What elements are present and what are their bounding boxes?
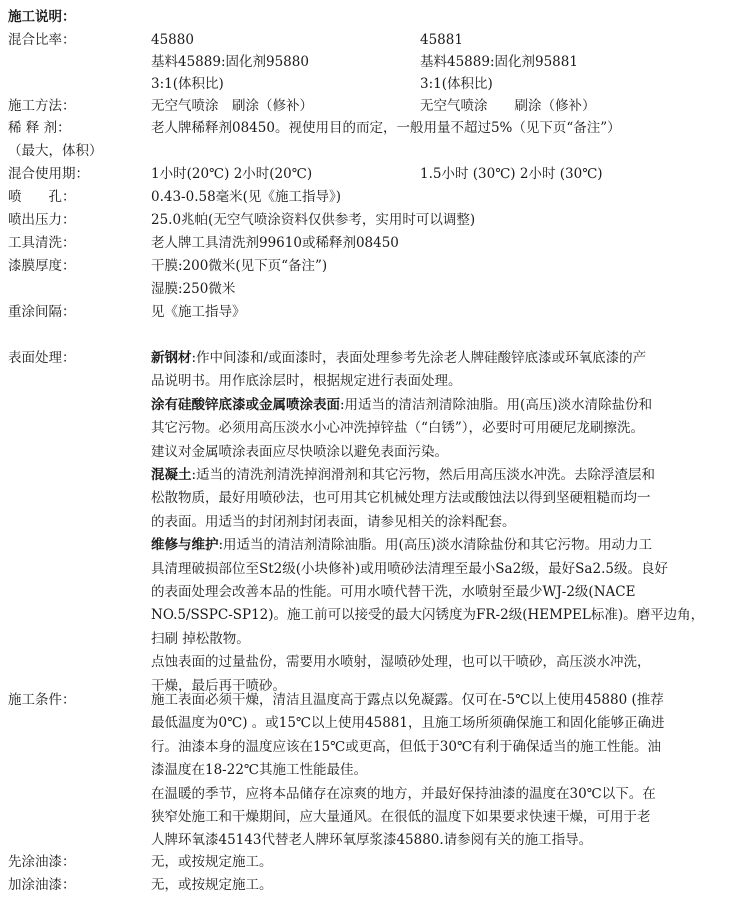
pot-life-45881: 1.5小时 (30℃) 2小时 (30℃) — [420, 166, 603, 182]
concrete-line: 的表面。用适当的封闭剂封闭表面，请参见相关的涂料配套。 — [151, 513, 516, 530]
coated-head: 涂有硅酸锌底漆或金属喷涂表面 — [151, 396, 340, 413]
maintenance-line: :用适当的清洁剂清除油脂。用(高压)淡水清除盐份和其它污物。用动力工 — [218, 537, 653, 554]
thinner-label: 稀 释 剂： — [8, 120, 71, 136]
thinner-label-note: （最大，体积） — [8, 143, 103, 159]
pressure-value: 25.0兆帕(无空气喷涂资料仅供参考，实用时可以调整) — [151, 212, 476, 228]
conditions-line: 在温暖的季节，应将本品储存在凉爽的地方，并最好保持油漆的温度在30℃以下。在 — [151, 785, 656, 802]
pre-coat-value: 无，或按规定施工。 — [151, 854, 273, 870]
maintenance-line: 具清理破损部位至St2级(小块修补)或用喷砂法清理至最小Sa2级，最好Sa2.5级。良好 — [151, 560, 668, 577]
conditions-line: 最低温度为0℃) 。或15℃以上使用45881，且施工场所须确保施工和固化能够正确进 — [151, 715, 665, 732]
surface-maintenance — [151, 534, 723, 698]
method-label: 施工方法： — [8, 98, 76, 114]
mix-ratio-45880-components: 基料45889:固化剂95880 — [151, 54, 309, 70]
thinner-value: 老人牌稀释剂08450。视使用目的而定，一般用量不超过5%（见下页“备注”） — [151, 120, 621, 136]
recoat-value: 见《施工指导》 — [151, 304, 246, 320]
recoat-label: 重涂间隔： — [8, 304, 76, 320]
mix-ratio-45880-ratio: 3:1(体积比) — [151, 76, 224, 92]
pot-life-label: 混合使用期： — [8, 166, 89, 182]
mix-ratio-label: 混合比率： — [8, 32, 76, 48]
surface-coated — [151, 394, 723, 464]
nozzle-value: 0.43-0.58毫米(见《施工指导》) — [151, 189, 341, 205]
cleaning-label: 工具清洗： — [8, 235, 76, 251]
maintenance-line: NO.5/SSPC-SP12)。施工前可以接受的最大闪锈度为FR-2级(HEMPEL标准)。磨平边角， — [151, 607, 705, 624]
mix-ratio-45880-product: 45880 — [151, 32, 194, 48]
mix-ratio-45881-ratio: 3:1(体积比) — [420, 76, 493, 92]
coated-line: 其它污物。必须用高压淡水小心冲洗掉锌盐（“白锈”），必要时可用硬尼龙刷擦洗。 — [151, 420, 645, 437]
coated-line: :用适当的清洁剂清除油脂。用(高压)淡水清除盐份和 — [340, 396, 653, 413]
section-title: 施工说明： — [8, 9, 76, 25]
conditions-line: 行。油漆本身的温度应该在15℃或更高，但低于30℃有利于确保适当的施工性能。油 — [151, 738, 662, 755]
maintenance-head: 维修与维护 — [151, 537, 219, 554]
thickness-dry: 干膜:200微米(见下页“备注”) — [151, 258, 328, 274]
pressure-label: 喷出压力： — [8, 212, 76, 228]
maintenance-line: 扫刷 掉松散物。 — [151, 630, 250, 647]
concrete-line: :适当的清洗剂清洗掉润滑剂和其它污物，然后用高压淡水冲洗。去除浮渣层和 — [191, 467, 656, 484]
method-45881: 无空气喷涂 刷涂（修补） — [420, 98, 596, 114]
pre-coat-label: 先涂油漆： — [8, 854, 76, 870]
coated-line: 建议对金属喷涂表面应尽快喷涂以避免表面污染。 — [151, 443, 448, 460]
conditions-line: 狭窄处施工和干燥期间，应大量通风。在很低的温度下如果要求快速干燥，可用于老 — [151, 809, 651, 826]
pot-life-45880: 1小时(20℃) 2小时(20℃) — [151, 166, 313, 182]
post-coat-value: 无，或按规定施工。 — [151, 877, 273, 893]
surface-section — [151, 347, 723, 698]
maintenance-line: 的表面处理会改善本品的性能。可用水喷代替干洗，水喷射至最少WJ-2级(NACE — [151, 584, 636, 601]
new-steel-head: 新钢材 — [151, 350, 192, 366]
mix-ratio-45881-components: 基料45889:固化剂95881 — [420, 54, 578, 70]
concrete-head: 混凝土 — [151, 467, 192, 484]
maintenance-line: 点蚀表面的过量盐份，需要用水喷射，湿喷砂处理，也可以干喷砂，高压淡水冲洗， — [151, 654, 651, 671]
surface-concrete — [151, 464, 723, 534]
conditions-line: 人牌环氧漆45143代替老人牌环氧厚浆漆45880.请参阅有关的施工指导。 — [151, 832, 593, 849]
cleaning-value: 老人牌工具清洗剂99610或稀释剂08450 — [151, 235, 399, 251]
mix-ratio-45881-product: 45881 — [420, 32, 463, 48]
conditions-line: 施工表面必须干燥，清洁且温度高于露点以免凝露。仅可在-5℃以上使用45880 (推荐 — [151, 692, 664, 708]
post-coat-label: 加涂油漆： — [8, 877, 76, 893]
surface-label: 表面处理： — [8, 350, 76, 366]
new-steel-line: 品说明书。用作底涂层时，根据规定进行表面处理。 — [151, 373, 462, 390]
maintenance-line: 干燥，最后再干喷砂。 — [151, 677, 286, 694]
conditions-line: 漆温度在18-22℃其施工性能最佳。 — [151, 762, 368, 779]
thickness-wet: 湿膜:250微米 — [151, 281, 236, 297]
conditions-section — [151, 689, 723, 853]
nozzle-label: 喷 孔： — [8, 189, 76, 205]
new-steel-line: :作中间漆和/或面漆时，表面处理参考先涂老人牌硅酸锌底漆或环氧底漆的产 — [191, 350, 647, 366]
conditions-label: 施工条件： — [8, 692, 76, 708]
surface-new-steel — [151, 347, 723, 394]
concrete-line: 松散物质，最好用喷砂法，也可用其它机械处理方法或酸蚀法以得到坚硬粗糙而均一 — [151, 490, 651, 507]
thickness-label: 漆膜厚度： — [8, 258, 76, 274]
method-45880: 无空气喷涂 刷涂（修补） — [151, 98, 313, 114]
